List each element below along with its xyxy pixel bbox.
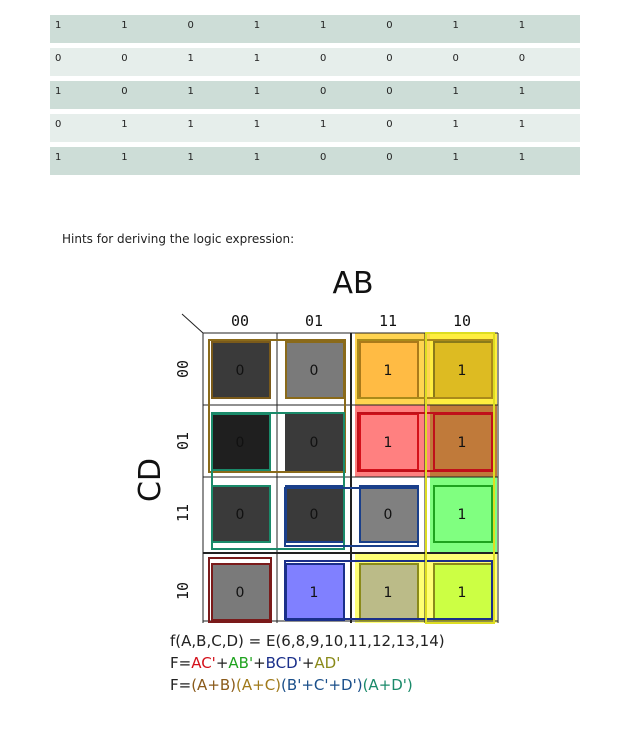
pos-term: (A+D') (362, 676, 413, 694)
truth-table-cell: 1 (448, 15, 514, 46)
kmap-cell-value: 1 (309, 585, 319, 601)
kmap-cell-value: 1 (383, 435, 393, 451)
sop-term: BCD' (265, 654, 302, 672)
cd-row-label: 00 (174, 359, 192, 379)
truth-table-cell: 1 (183, 79, 249, 112)
kmap-cell-value: 1 (383, 363, 393, 379)
ab-column-label: 01 (304, 312, 324, 330)
truth-table-cell: 1 (183, 145, 249, 178)
truth-table-cell: 1 (116, 145, 182, 178)
truth-table-cell: 0 (116, 46, 182, 79)
pos-term: (B'+C'+D') (281, 676, 363, 694)
corner-diagonal (182, 314, 203, 333)
truth-table-cell: 0 (315, 79, 381, 112)
truth-table-cell: 0 (381, 46, 447, 79)
truth-table-cell: 1 (514, 112, 580, 145)
truth-table-cell: 1 (249, 46, 315, 79)
kmap-cell-value: 1 (457, 435, 467, 451)
truth-table-cell: 0 (381, 145, 447, 178)
cd-row-label: 01 (174, 431, 192, 451)
truth-table-cell: 1 (249, 79, 315, 112)
sop-term: AC' (191, 654, 216, 672)
truth-table-cell: 0 (183, 15, 249, 46)
truth-table-cell: 1 (315, 112, 381, 145)
ab-column-label: 11 (378, 312, 398, 330)
pos-prefix: F= (170, 676, 192, 694)
kmap-cell-value: 0 (309, 507, 319, 523)
sop-term: + (301, 654, 315, 672)
kmap-cell-value: 0 (309, 363, 319, 379)
truth-table-cell: 1 (315, 15, 381, 46)
truth-table-cell: 0 (50, 112, 116, 145)
truth-table-cell: 0 (381, 112, 447, 145)
cd-variable-label: CD (133, 457, 168, 503)
kmap-cell-value: 0 (235, 507, 245, 523)
truth-table-cell: 1 (116, 15, 182, 46)
kmap-cell-value: 0 (235, 585, 245, 601)
truth-table-cell: 1 (249, 145, 315, 178)
truth-table-cell: 1 (514, 79, 580, 112)
truth-table-cell: 1 (448, 145, 514, 178)
truth-table-cell: 0 (50, 46, 116, 79)
kmap-cell-value: 0 (235, 435, 245, 451)
truth-table-cell: 1 (50, 145, 116, 178)
truth-table-cell: 1 (514, 15, 580, 46)
truth-table-cell: 0 (315, 145, 381, 178)
sop-prefix: F= (170, 654, 192, 672)
ab-column-label: 00 (230, 312, 250, 330)
sop-term: AD' (314, 654, 341, 672)
cd-row-label: 11 (174, 503, 192, 523)
pos-expression (170, 676, 413, 694)
cd-row-label: 10 (174, 581, 192, 601)
kmap-cell-value: 1 (457, 585, 467, 601)
hint-text: Hints for deriving the logic expression: (62, 232, 295, 246)
kmap-cell-value: 1 (383, 585, 393, 601)
sop-term: + (253, 654, 266, 672)
truth-table-cell: 1 (50, 79, 116, 112)
kmap-cell-value: 1 (457, 363, 467, 379)
sop-expression (170, 654, 340, 672)
truth-table-cell: 1 (116, 112, 182, 145)
truth-table-cell: 0 (116, 79, 182, 112)
truth-table-cell: 1 (448, 112, 514, 145)
truth-table-cell: 1 (183, 112, 249, 145)
truth-table-cell: 0 (381, 79, 447, 112)
truth-table-cell: 1 (249, 15, 315, 46)
ab-column-label: 10 (452, 312, 472, 330)
ab-variable-label: AB (332, 266, 374, 301)
truth-table-cell: 1 (514, 145, 580, 178)
sop-term: AB' (228, 654, 254, 672)
kmap-cell-value: 0 (235, 363, 245, 379)
truth-table-cell: 0 (448, 46, 514, 79)
truth-table-cell: 0 (315, 46, 381, 79)
kmap-cell-value: 0 (309, 435, 319, 451)
pos-term: (A+C) (236, 676, 282, 694)
function-definition: f(A,B,C,D) = E(6,8,9,10,11,12,13,14) (170, 632, 445, 650)
truth-table-cell: 1 (183, 46, 249, 79)
pos-term: (A+B) (191, 676, 237, 694)
truth-table-cell: 0 (381, 15, 447, 46)
truth-table-cell: 1 (448, 79, 514, 112)
sop-term: + (215, 654, 229, 672)
kmap-cell-value: 1 (457, 507, 467, 523)
truth-table-cell: 1 (50, 15, 116, 46)
truth-table-cell: 1 (249, 112, 315, 145)
truth-table-cell: 0 (514, 46, 580, 79)
kmap-cell-value: 0 (383, 507, 393, 523)
